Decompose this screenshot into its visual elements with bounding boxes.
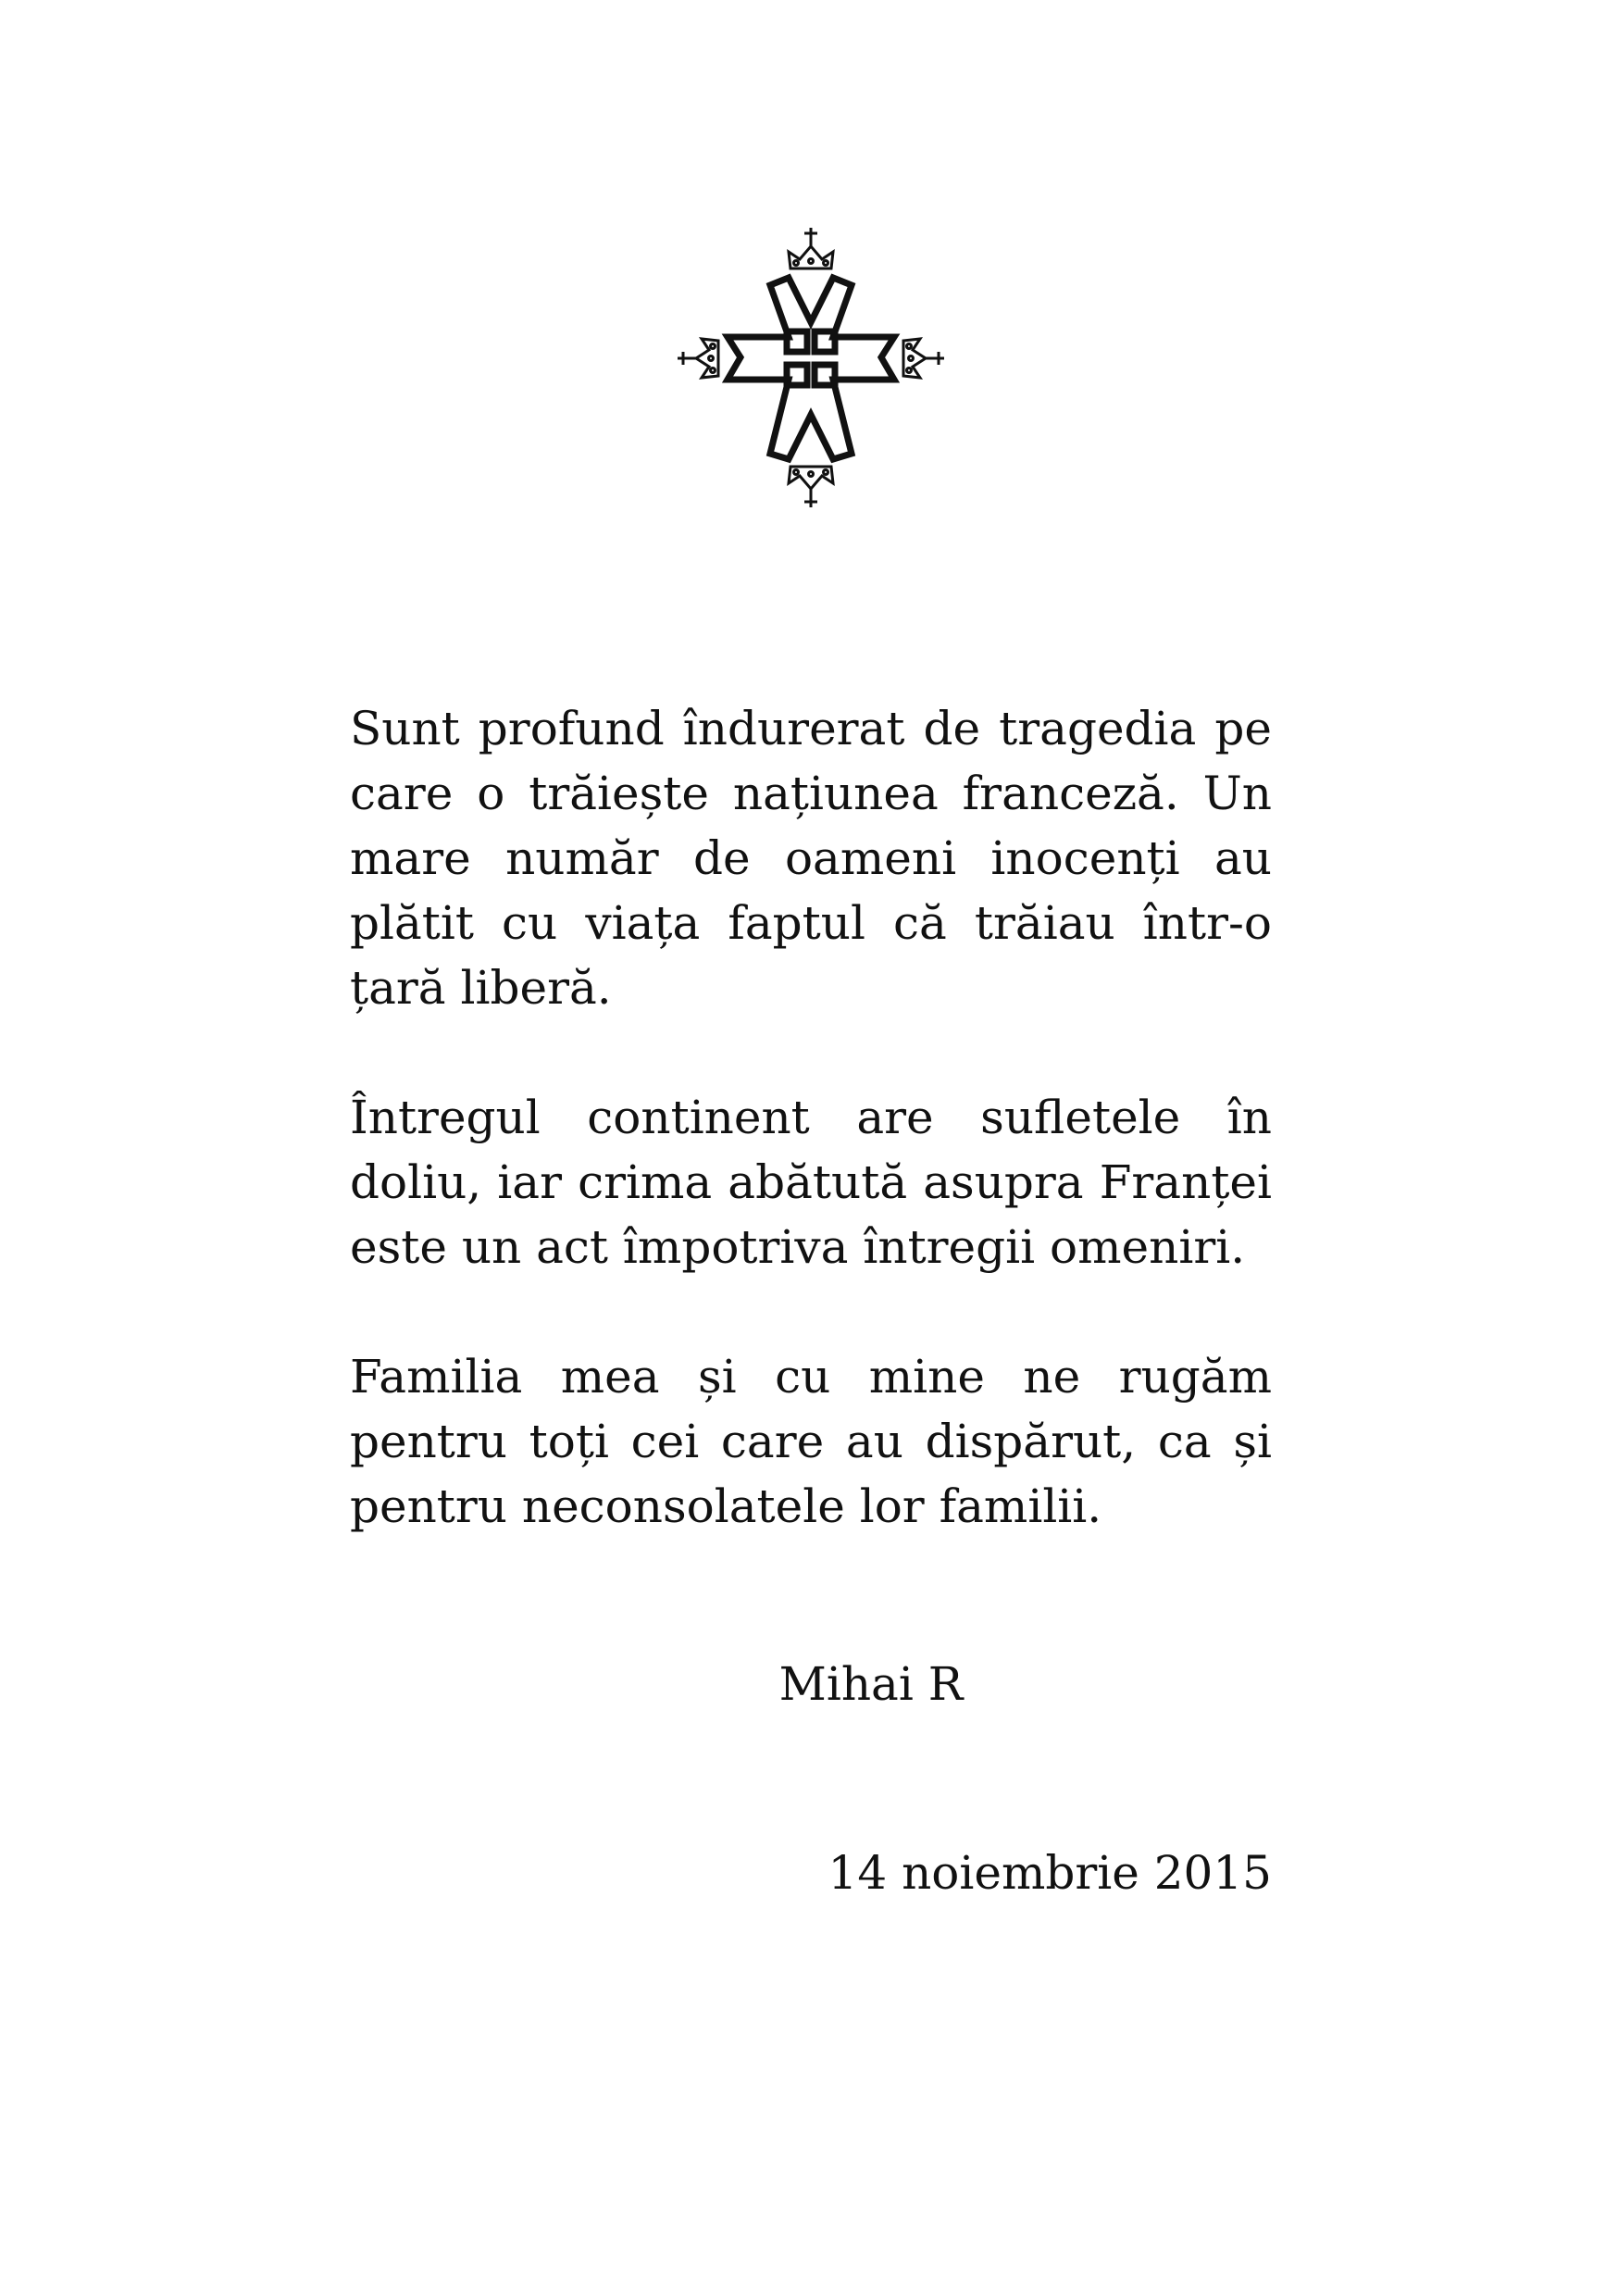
paragraph-1: Sunt profund îndurerat de tragedia pe care o trăiește națiunea franceză. Un mare număr de oameni inocenți au plătit cu viața faptul că trăiau într-o țară liberă.	[350, 702, 1272, 1015]
letter-body	[350, 696, 1272, 1539]
paragraph-3: Familia mea și cu mine ne rugăm pentru toți cei care au dispărut, ca și pentru neconsolatele lor familii.	[350, 1350, 1272, 1533]
letter-date: 14 noiembrie 2015	[828, 1846, 1272, 1900]
signature: Mihai R	[778, 1657, 964, 1711]
paragraph-2: Întregul continent are sufletele în doliu, iar crima abătută asupra Franței este un act împotriva întregii omeniri.	[350, 1091, 1272, 1274]
royal-cipher-icon	[668, 220, 953, 515]
